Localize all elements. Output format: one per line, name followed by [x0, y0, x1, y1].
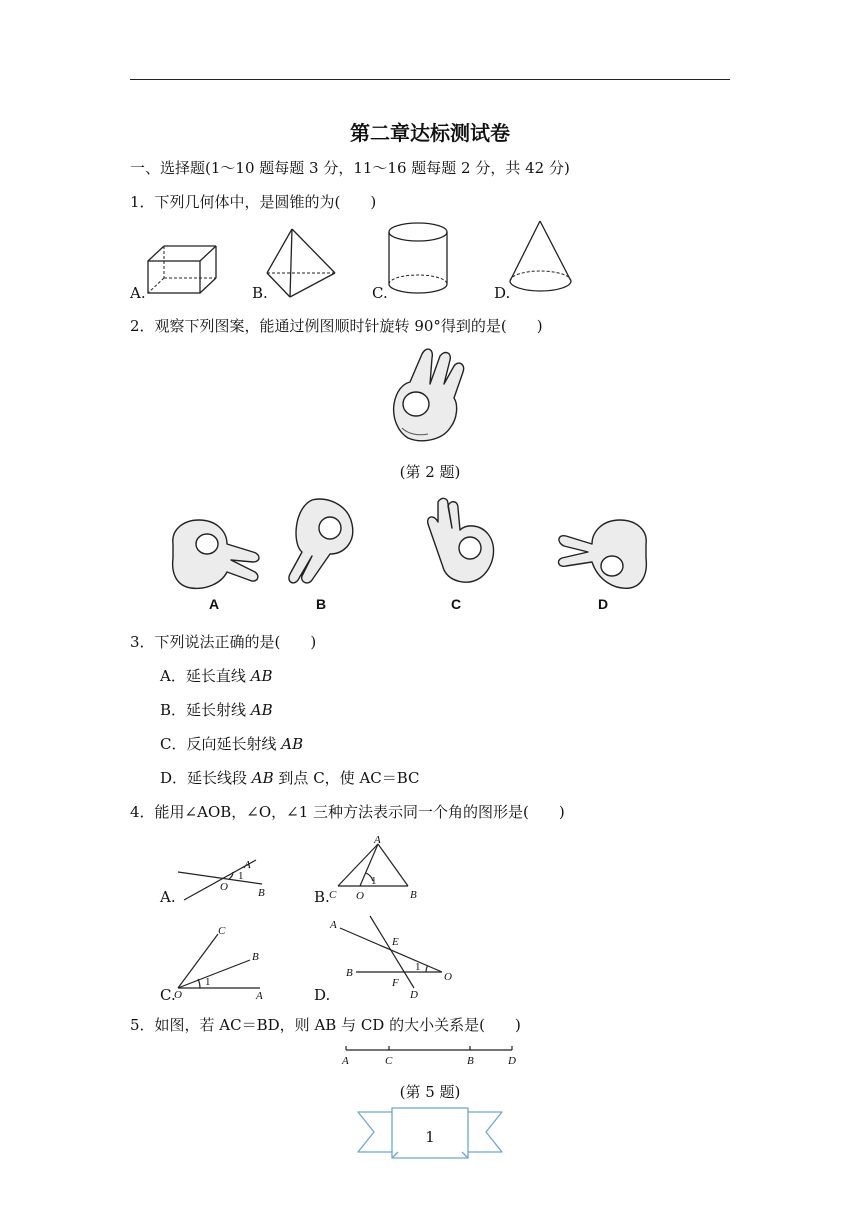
q3-option-b-text: B．延长射线 — [160, 701, 251, 719]
q4c-label-C: C — [218, 925, 226, 937]
q4b-label-C: C — [329, 889, 337, 901]
q4d-label-B: B — [346, 967, 353, 979]
q4d-label-A: A — [330, 919, 337, 931]
q1-option-b-label: B. — [252, 284, 268, 302]
page-number: 1 — [425, 1128, 435, 1146]
q1-option-a-label: A. — [130, 284, 146, 302]
hand-label-d: D — [598, 596, 609, 612]
q3-option-a — [160, 665, 272, 686]
header-rule — [130, 79, 730, 80]
question-2-stem: 2．观察下列图案，能通过例图顺时针旋转 90°得到的是( ) — [130, 317, 543, 335]
cone-icon — [504, 218, 578, 300]
q4c-label-1: 1 — [205, 976, 211, 988]
q4-option-c-label: C. — [160, 986, 176, 1004]
q4b-label-B: B — [410, 889, 417, 901]
q4a-label-O: O — [220, 881, 228, 893]
question-4-stem: 4．能用∠AOB，∠O，∠1 三种方法表示同一个角的图形是( ) — [130, 803, 565, 821]
hand-label-c: C — [451, 596, 462, 612]
q4d-label-1: 1 — [415, 961, 421, 973]
cuboid-icon — [140, 238, 222, 300]
q4c-label-O: O — [174, 989, 182, 1001]
section-heading: 一、选择题(1～10 题每题 3 分，11～16 题每题 2 分，共 42 分) — [130, 159, 570, 177]
page-title: 第二章达标测试卷 — [350, 121, 510, 145]
q5-point-b: B — [467, 1055, 474, 1067]
question-1-stem: 1．下列几何体中，是圆锥的为( ) — [130, 193, 377, 211]
ok-hand-icon — [388, 342, 478, 450]
q4-figure-d — [326, 912, 458, 1002]
q5-caption: (第 5 题) — [399, 1083, 461, 1101]
q3-option-d-text: D．延长线段 — [160, 769, 252, 787]
hand-option-a — [165, 514, 265, 594]
q3-option-b-math: AB — [250, 701, 273, 719]
q3-option-d-rest: 到点 C，使 AC＝BC — [273, 769, 420, 787]
q4a-label-A: A — [244, 859, 251, 871]
q3-option-a-text: A．延长直线 — [160, 667, 251, 685]
q3-option-b — [160, 699, 273, 720]
hand-option-c — [418, 494, 508, 586]
q5-segment-figure — [338, 1040, 528, 1070]
q3-option-c-math: AB — [281, 735, 304, 753]
q2-caption: (第 2 题) — [399, 463, 461, 481]
q4d-label-D: D — [410, 989, 418, 1001]
q3-option-a-math: AB — [250, 667, 273, 685]
q5-point-a: A — [342, 1055, 349, 1067]
q4-figure-b — [326, 832, 426, 904]
q3-option-d-math: AB — [251, 769, 274, 787]
q4c-label-B: B — [252, 951, 259, 963]
q4-option-d-label: D. — [314, 986, 331, 1004]
q4a-label-B: B — [258, 887, 265, 899]
q4-figure-a — [172, 848, 282, 906]
q3-option-c-text: C．反向延长射线 — [160, 735, 282, 753]
q4c-label-A: A — [256, 990, 263, 1002]
pyramid-icon — [262, 226, 342, 300]
q4a-label-1: 1 — [238, 870, 244, 882]
q3-option-d — [160, 767, 420, 788]
hand-label-b: B — [316, 596, 327, 612]
question-3-stem: 3．下列说法正确的是( ) — [130, 633, 317, 651]
q1-option-d-label: D. — [494, 284, 511, 302]
cylinder-icon — [382, 218, 454, 300]
q5-point-c: C — [385, 1055, 393, 1067]
hand-label-a: A — [209, 596, 220, 612]
q4b-label-1: 1 — [371, 875, 377, 887]
hand-option-b — [282, 494, 362, 586]
q4d-label-E: E — [392, 936, 399, 948]
q5-point-d: D — [508, 1055, 516, 1067]
q3-option-c — [160, 733, 303, 754]
q4b-label-O: O — [356, 890, 364, 902]
q4d-label-F: F — [392, 977, 399, 989]
q4b-label-A: A — [374, 834, 381, 846]
q4-option-a-label: A. — [160, 888, 176, 906]
q4d-label-O: O — [444, 971, 452, 983]
question-5-stem: 5．如图，若 AC＝BD，则 AB 与 CD 的大小关系是( ) — [130, 1016, 521, 1034]
hand-option-d — [554, 514, 654, 594]
q4-option-b-label: B. — [314, 888, 330, 906]
q4-figure-c — [172, 922, 276, 1004]
q1-option-c-label: C. — [372, 284, 388, 302]
